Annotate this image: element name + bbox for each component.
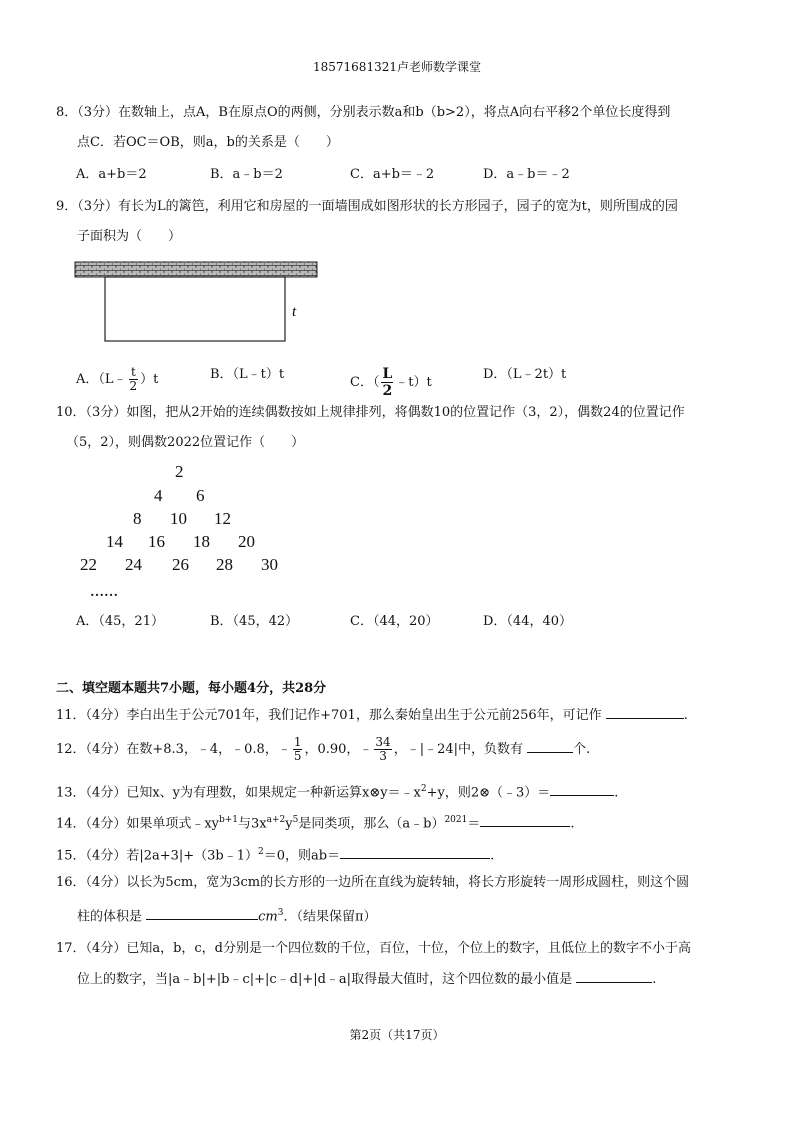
q17-line2: 位上的数字，当|a﹣b|+|b﹣c|+|c﹣d|+|d﹣a|取得最大值时，这个四位数的最小值是 . <box>77 972 657 987</box>
q10-line1: 10．（3分）如图，把从2开始的连续偶数按如上规律排列，将偶数10的位置记作（3，2），偶数24的位置记作 <box>56 405 685 420</box>
triangle-number: 10 <box>170 509 187 528</box>
q9-line2: 子面积为（ ） <box>77 229 182 244</box>
q8-option-b: B．a﹣b＝2 <box>210 167 283 182</box>
house-wall <box>75 262 317 277</box>
q11: 11．（4分）李白出生于公元701年，我们记作+701，那么秦始皇出生于公元前256年，可记作 . <box>56 708 688 723</box>
triangle-number: 16 <box>148 532 165 551</box>
q12-answer-blank[interactable] <box>527 740 573 753</box>
q11-answer-blank[interactable] <box>606 706 684 719</box>
q8-option-d: D．a﹣b＝﹣2 <box>483 167 570 182</box>
triangle-number: 22 <box>80 555 97 574</box>
q16-answer-blank[interactable] <box>146 907 258 920</box>
q10-option-c: C．（44，20） <box>350 614 439 629</box>
q15: 15．（4分）若|2a+3|+（3b﹣1）$^2$＝0，则ab＝ . <box>56 847 495 864</box>
q12: 12．（4分）在数+8.3，﹣4，﹣0.8，﹣ $\frac{1}{5}$ ，0.90，﹣ $\frac{34}{3}$ ，﹣|﹣24|中，负数有 个. <box>56 735 591 763</box>
q14-answer-blank[interactable] <box>480 814 570 827</box>
q8-line1: 8．（3分）在数轴上，点A，B在原点O的两侧，分别表示数a和b（b>2），将点A向右平移2个单位长度得到 <box>56 105 671 120</box>
q17-line1: 17．（4分）已知a，b，c，d分别是一个四位数的千位，百位，十位，个位上的数字，且低位上的数字不小于高 <box>56 941 691 956</box>
q10-option-d: D．（44，40） <box>483 614 573 629</box>
q15-answer-blank[interactable] <box>340 846 490 859</box>
section-title-fill-in: 二、填空题本题共7小题，每小题4分，共28分 <box>56 681 327 696</box>
q16-line2: 柱的体积是 $cm^3$．（结果保留π） <box>77 908 377 925</box>
triangle-number: 30 <box>261 555 278 574</box>
q9-option-d: D．（L﹣2t）t <box>483 367 567 382</box>
triangle-number: 20 <box>238 532 255 551</box>
triangle-number: 12 <box>214 509 231 528</box>
q13: 13．（4分）已知x、y为有理数，如果规定一种新运算$x\otimes y=﹣x^2+y$，则2⊗（﹣3）＝ . <box>56 784 619 801</box>
q9-option-b: B．（L﹣t）t <box>210 367 285 382</box>
q13-answer-blank[interactable] <box>550 783 614 796</box>
q10-option-b: B．（45，42） <box>210 614 299 629</box>
q10-line2: （5，2），则偶数2022位置记作（ ） <box>66 435 305 450</box>
q9-option-c: C．（ $\frac{L}{2}$ ﹣t）t <box>350 366 432 399</box>
q17-answer-blank[interactable] <box>576 970 652 983</box>
width-label-t: t <box>292 304 297 320</box>
triangle-ellipsis: …… <box>90 585 118 600</box>
q10-option-a: A．（45，21） <box>76 614 164 629</box>
q8-line2: 点C．若OC＝OB，则a，b的关系是（ ） <box>77 135 339 150</box>
q8-option-a: A．a+b＝2 <box>76 167 147 182</box>
q8-option-c: C．a+b＝﹣2 <box>350 167 435 182</box>
page-header: 18571681321卢老师数学课堂 <box>313 60 481 74</box>
triangle-number: 14 <box>106 532 123 551</box>
triangle-number: 4 <box>154 486 163 505</box>
triangle-number: 2 <box>175 462 184 481</box>
triangle-number: 8 <box>133 509 142 528</box>
q14: 14．（4分）如果单项式$﹣xy^{b+1}$与$3x^{a+2}y^5$是同类项，那么（a﹣b）$^{2021}$＝ . <box>56 815 575 832</box>
garden-figure <box>72 258 332 348</box>
q9-option-a: A．（L﹣ $\frac{t}{2}$ ）t <box>76 365 159 393</box>
triangle-number: 24 <box>125 555 142 574</box>
page-footer: 第2页（共17页） <box>349 1028 445 1042</box>
triangle-number: 28 <box>216 555 233 574</box>
triangle-number: 6 <box>196 486 205 505</box>
garden-rectangle <box>105 277 285 341</box>
q9-line1: 9．（3分）有长为L的篱笆，利用它和房屋的一面墙围成如图形状的长方形园子，园子的宽为t，则所围成的园 <box>56 199 678 214</box>
triangle-number: 18 <box>193 532 210 551</box>
triangle-number: 26 <box>172 555 189 574</box>
q16-line1: 16．（4分）以长为5cm，宽为3cm的长方形的一边所在直线为旋转轴，将长方形旋转一周形成圆柱，则这个圆 <box>56 875 690 890</box>
